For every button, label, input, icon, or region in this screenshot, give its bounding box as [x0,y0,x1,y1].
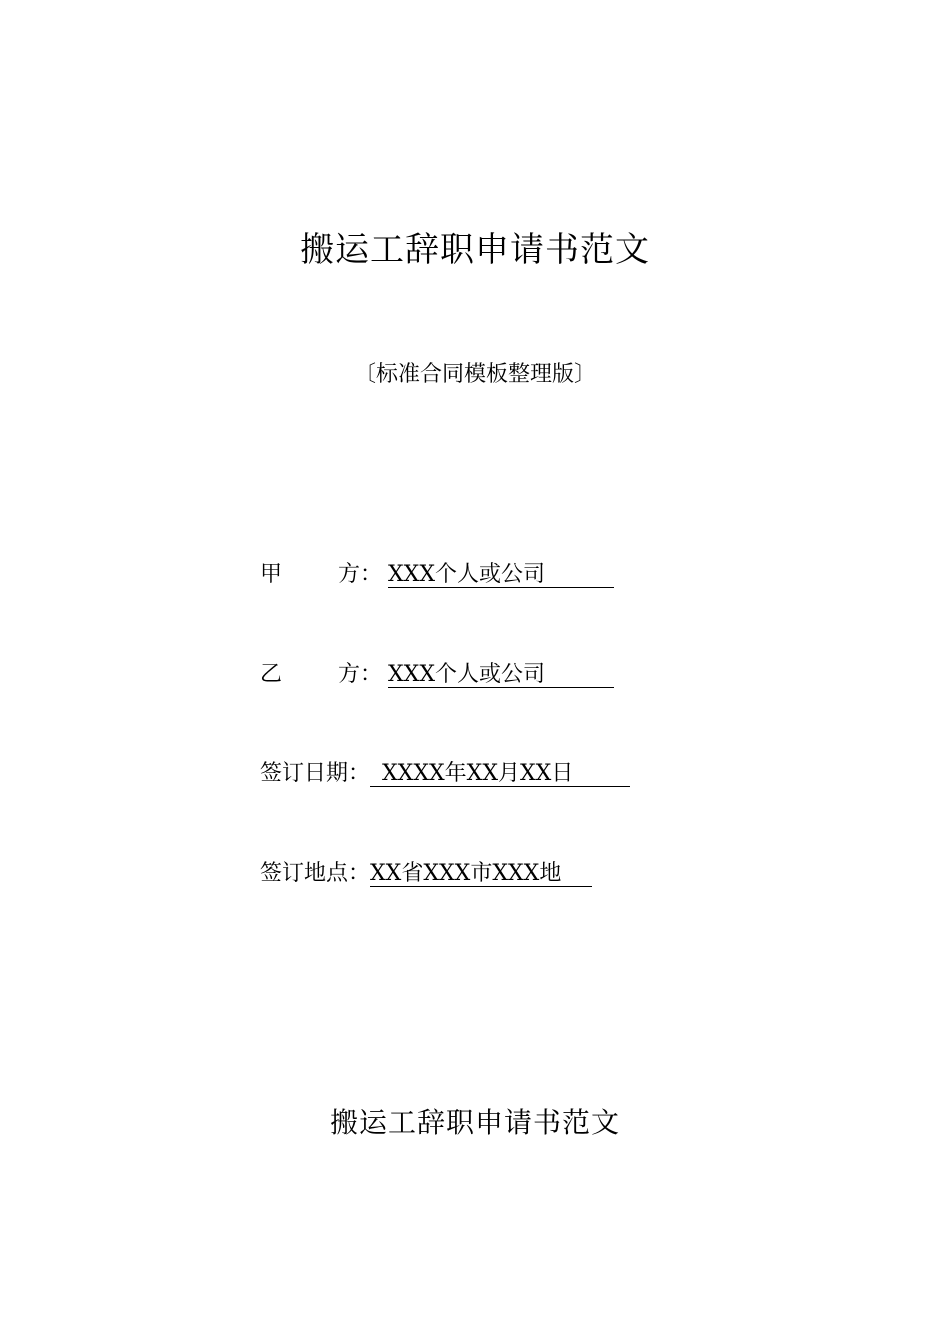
party-a-label-char2: 方： [338,562,383,587]
body-title: 搬运工辞职申请书范文 [329,1106,620,1139]
sign-date-label: 签订日期： [260,761,371,786]
document-title: 搬运工辞职申请书范文 [300,230,650,270]
party-b-label [260,660,388,690]
party-b-field [260,660,614,690]
party-a-field [260,560,614,590]
party-a-label [260,560,388,590]
sign-date-field [260,759,630,789]
party-a-label-char1: 甲 [260,562,283,587]
sign-date-value: XXXX年XX月XX日 [370,763,630,787]
party-b-label-char2: 方： [338,662,383,687]
document-subtitle: 〔标准合同模板整理版〕 [353,362,596,387]
sign-place-value: XX省XXX市XXX地 [370,863,592,887]
sign-place-field [260,859,592,889]
sign-place-label: 签订地点： [260,861,371,886]
party-b-value: XXX个人或公司 [388,664,614,688]
party-a-value: XXX个人或公司 [388,564,614,588]
party-b-label-char1: 乙 [260,662,283,687]
